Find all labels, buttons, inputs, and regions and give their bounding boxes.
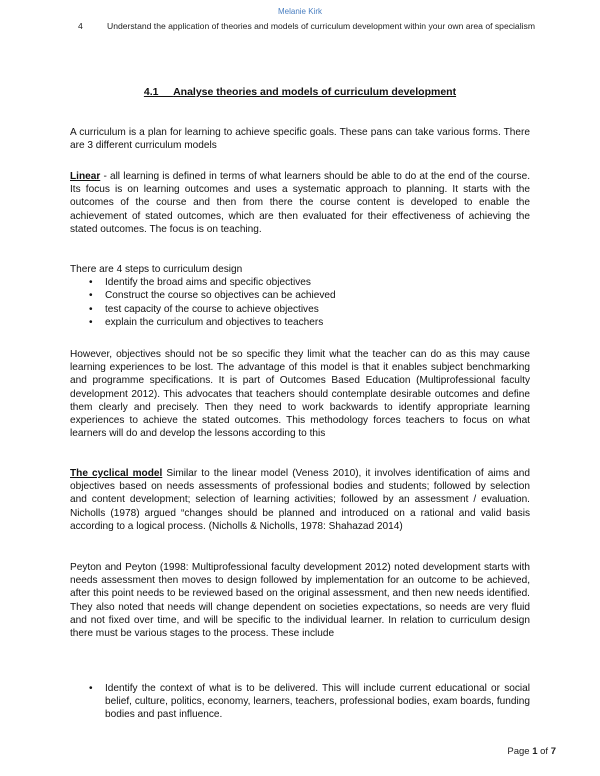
list-item: • test capacity of the course to achieve objectives: [70, 303, 530, 316]
peyton-paragraph: Peyton and Peyton (1998: Multiprofessional faculty development 2012) noted development starts with needs assessment then moves to design followed by implementation for an outcome to be achieved, after this point needs to be reviewed based on the original assessment, and then new needs identified. They also noted that needs will change dependent on societies expectations, so needs are very fluid and not fixed over time, and will be specific to the individual learner. In relation to curriculum design there must be various stages to the process. These include: [70, 562, 530, 640]
author-name: Melanie Kirk: [277, 7, 322, 16]
section-title: Analyse theories and models of curriculum development: [173, 86, 457, 98]
page-label: Page: [507, 746, 533, 757]
list-item: • Identify the broad aims and specific objectives: [70, 276, 530, 289]
cyclical-paragraph: [70, 467, 530, 533]
list-item: • Construct the course so objectives can be achieved: [70, 289, 530, 302]
list-item: • explain the curriculum and objectives to teachers: [70, 316, 530, 329]
page-of: of: [537, 746, 551, 757]
section-number: 4.1: [143, 86, 159, 98]
stages-block: [70, 682, 530, 722]
page-current: 1: [532, 746, 538, 757]
unit-heading: [78, 20, 538, 33]
steps-intro: There are 4 steps to curriculum design: [70, 264, 243, 275]
stages-list: [70, 682, 530, 722]
page-total: 7: [550, 746, 556, 757]
unit-number: 4: [78, 21, 83, 31]
cyclical-text: Similar to the linear model (Veness 2010), it involves identification of aims and objectives based on needs assessments of professional bodies and students; followed by selection and content development; selection of learning activities; followed by an assessment / evaluation. Nicholls (1978) argued “changes should be planned and introduced on a rational and valid basis according to a logical process. (Nicholls & Nicholls, 1978: Shahazad 2014): [70, 468, 530, 532]
linear-text: - all learning is defined in terms of what learners should be able to do at the end of the course. Its focus is on learning outcomes and uses a systematic approach to planning. It starts with the outcomes of the course and then from there the course content is developed to enable the achievement of stated outcomes, which are then evaluated for their effectiveness of achieving the stated outcomes. The focus is on teaching.: [70, 171, 530, 235]
page-number: [507, 746, 556, 757]
objectives-paragraph: However, objectives should not be so specific they limit what the teacher can do as this may cause learning experiences to be lost. The advantage of this model is that it enables subject benchmarking and programme specifications. It is part of Outcomes Based Education (Multiprofessional faculty development 2012). This advocates that teachers should contemplate desirable outcomes and define them clearly and precisely. Then they need to work backwards to identify appropriate learning experiences to achieve the stated outcomes. This methodology forces teachers to focus on what learners will do and develop the lessons according to this: [70, 349, 530, 440]
linear-paragraph: [70, 170, 530, 236]
intro-paragraph: A curriculum is a plan for learning to achieve specific goals. These pans can take various forms. There are 3 different curriculum models: [70, 127, 530, 152]
cyclical-term: The cyclical model: [70, 468, 163, 479]
section-heading: [0, 86, 600, 98]
steps-list: [70, 276, 530, 329]
linear-term: Linear: [70, 171, 101, 182]
list-item: • Identify the context of what is to be delivered. This will include current educational or social belief, culture, politics, economy, learners, teachers, professional bodies, exam boards, funding bodies and past influence.: [70, 682, 530, 722]
unit-title: Understand the application of theories and models of curriculum development within your own area of specialism: [106, 21, 535, 31]
steps-block: [70, 263, 530, 329]
